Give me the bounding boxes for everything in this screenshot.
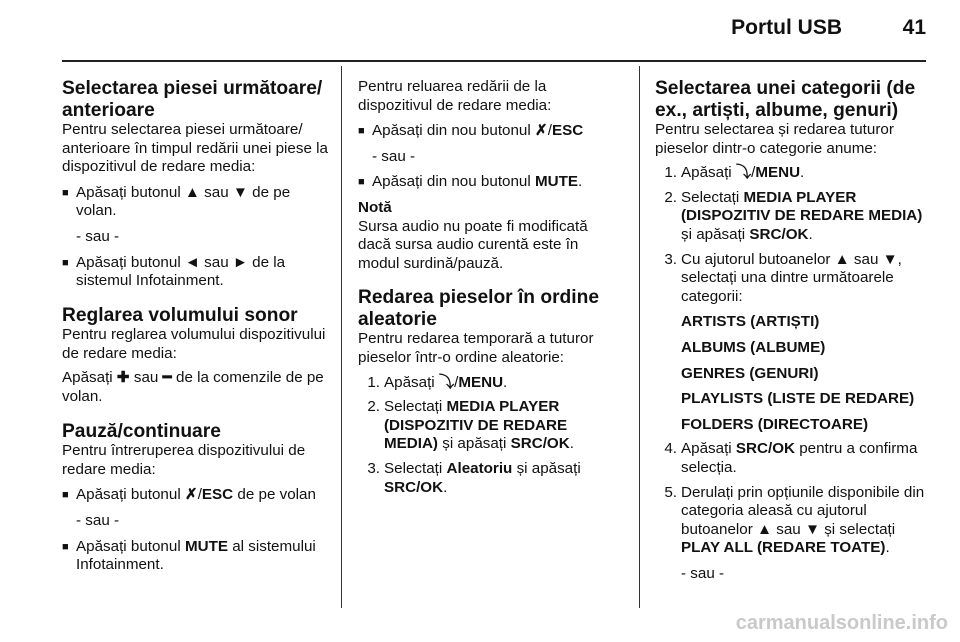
bullet-item: ■ Apăsați butonul ◄ sau ► de la sistemul Infotainment. <box>62 254 328 291</box>
heading-volume: Reglarea volumului sonor <box>62 304 298 326</box>
or-separator: - sau - <box>681 564 725 582</box>
paragraph: Pentru întreruperea dispozitivului de redare media: <box>62 442 306 478</box>
category-item: GENRES (GENURI) <box>681 364 819 382</box>
phone-icon: ⤵ <box>438 373 455 391</box>
or-separator: - sau - <box>372 147 416 165</box>
step-item: 3. Selectați Aleatoriu și apăsați SRC/OK. <box>367 459 581 496</box>
or-separator: - sau - <box>76 227 120 245</box>
step-item: 2. Selectați MEDIA PLAYER (DISPOZITIV DE REDARE MEDIA) și apăsați SRC/OK. <box>367 398 574 453</box>
bullet-item: ■ Apăsați din nou butonul MUTE. <box>358 173 620 192</box>
category-item: ARTISTS (ARTIȘTI) <box>681 313 820 331</box>
phone-icon: ⤵ <box>735 164 752 182</box>
page-header <box>0 0 960 60</box>
column-1 <box>62 78 328 575</box>
plus-icon: ✚ <box>116 369 130 387</box>
page-number: 41 <box>902 16 926 39</box>
heading-pause-resume: Pauză/continuare <box>62 420 221 442</box>
header-divider <box>62 60 926 62</box>
column-divider-1 <box>341 66 342 608</box>
column-divider-2 <box>639 66 640 608</box>
watermark: carmanualsonline.info <box>735 612 948 634</box>
bullet-item: ■ Apăsați butonul ✗/ESC de pe volan <box>62 486 328 505</box>
step-item: 1. Apăsați ⤵/MENU. <box>367 373 508 391</box>
heading-next-prev-track: Selectarea piesei următoare/ anterioare <box>62 78 323 121</box>
note-title: Notă <box>358 198 392 216</box>
or-separator: - sau - <box>76 511 120 529</box>
step-item: 5. Derulați prin opțiunile disponibile din categoria aleasă cu ajutorul butoanelor ▲ sau ▼ și selectați PLAY ALL (REDARE TOATE). <box>664 483 925 557</box>
paragraph: Pentru redarea temporară a tuturor pieselor într-o ordine aleatorie: <box>358 330 594 366</box>
heading-select-category: Selectarea unei categorii (de ex., artiști, albume, genuri) <box>655 78 916 121</box>
paragraph: Pentru selectarea piesei următoare/ anterioare în timpul redării unei piese la dispozitivul de redare media: <box>62 121 328 176</box>
step-item: 1. Apăsați ⤵/MENU. <box>664 164 805 182</box>
bullet-item: ■ Apăsați din nou butonul ✗/ESC <box>358 122 620 141</box>
category-item: PLAYLISTS (LISTE DE REDARE) <box>681 390 915 408</box>
paragraph: Pentru selectarea și redarea tuturor pieselor dintr-o categorie anume: <box>655 121 894 157</box>
category-item: FOLDERS (DIRECTOARE) <box>681 415 869 433</box>
note-text: Sursa audio nu poate fi modificată dacă sursa audio curentă este în modul surdină/pauză. <box>358 217 588 272</box>
heading-shuffle: Redarea pieselor în ordine aleatorie <box>358 287 599 330</box>
bullet-item: ■ Apăsați butonul MUTE al sistemului Infotainment. <box>62 538 328 575</box>
step-item: 3. Cu ajutorul butoanelor ▲ sau ▼, selectați una dintre următoarele categorii: <box>664 250 902 305</box>
minus-icon: ━ <box>162 369 172 387</box>
paragraph: Pentru reluarea redării de la dispozitivul de redare media: <box>358 78 552 114</box>
column-3 <box>655 78 925 583</box>
paragraph-volume-keys: Apăsați ✚ sau ━ de la comenzile de pe volan. <box>62 369 324 406</box>
mute-voice-icon: ✗ <box>184 486 198 504</box>
step-item: 2. Selectați MEDIA PLAYER (DISPOZITIV DE REDARE MEDIA) și apăsați SRC/OK. <box>664 188 923 243</box>
bullet-item: ■ Apăsați butonul ▲ sau ▼ de pe volan. <box>62 184 328 221</box>
paragraph: Pentru reglarea volumului dispozitivului de redare media: <box>62 326 326 362</box>
step-item: 4. Apăsați SRC/OK pentru a confirma selecția. <box>664 440 918 476</box>
mute-voice-icon: ✗ <box>534 122 548 140</box>
column-2 <box>358 78 620 497</box>
page-header-title: Portul USB <box>731 16 842 39</box>
category-item: ALBUMS (ALBUME) <box>681 338 826 356</box>
